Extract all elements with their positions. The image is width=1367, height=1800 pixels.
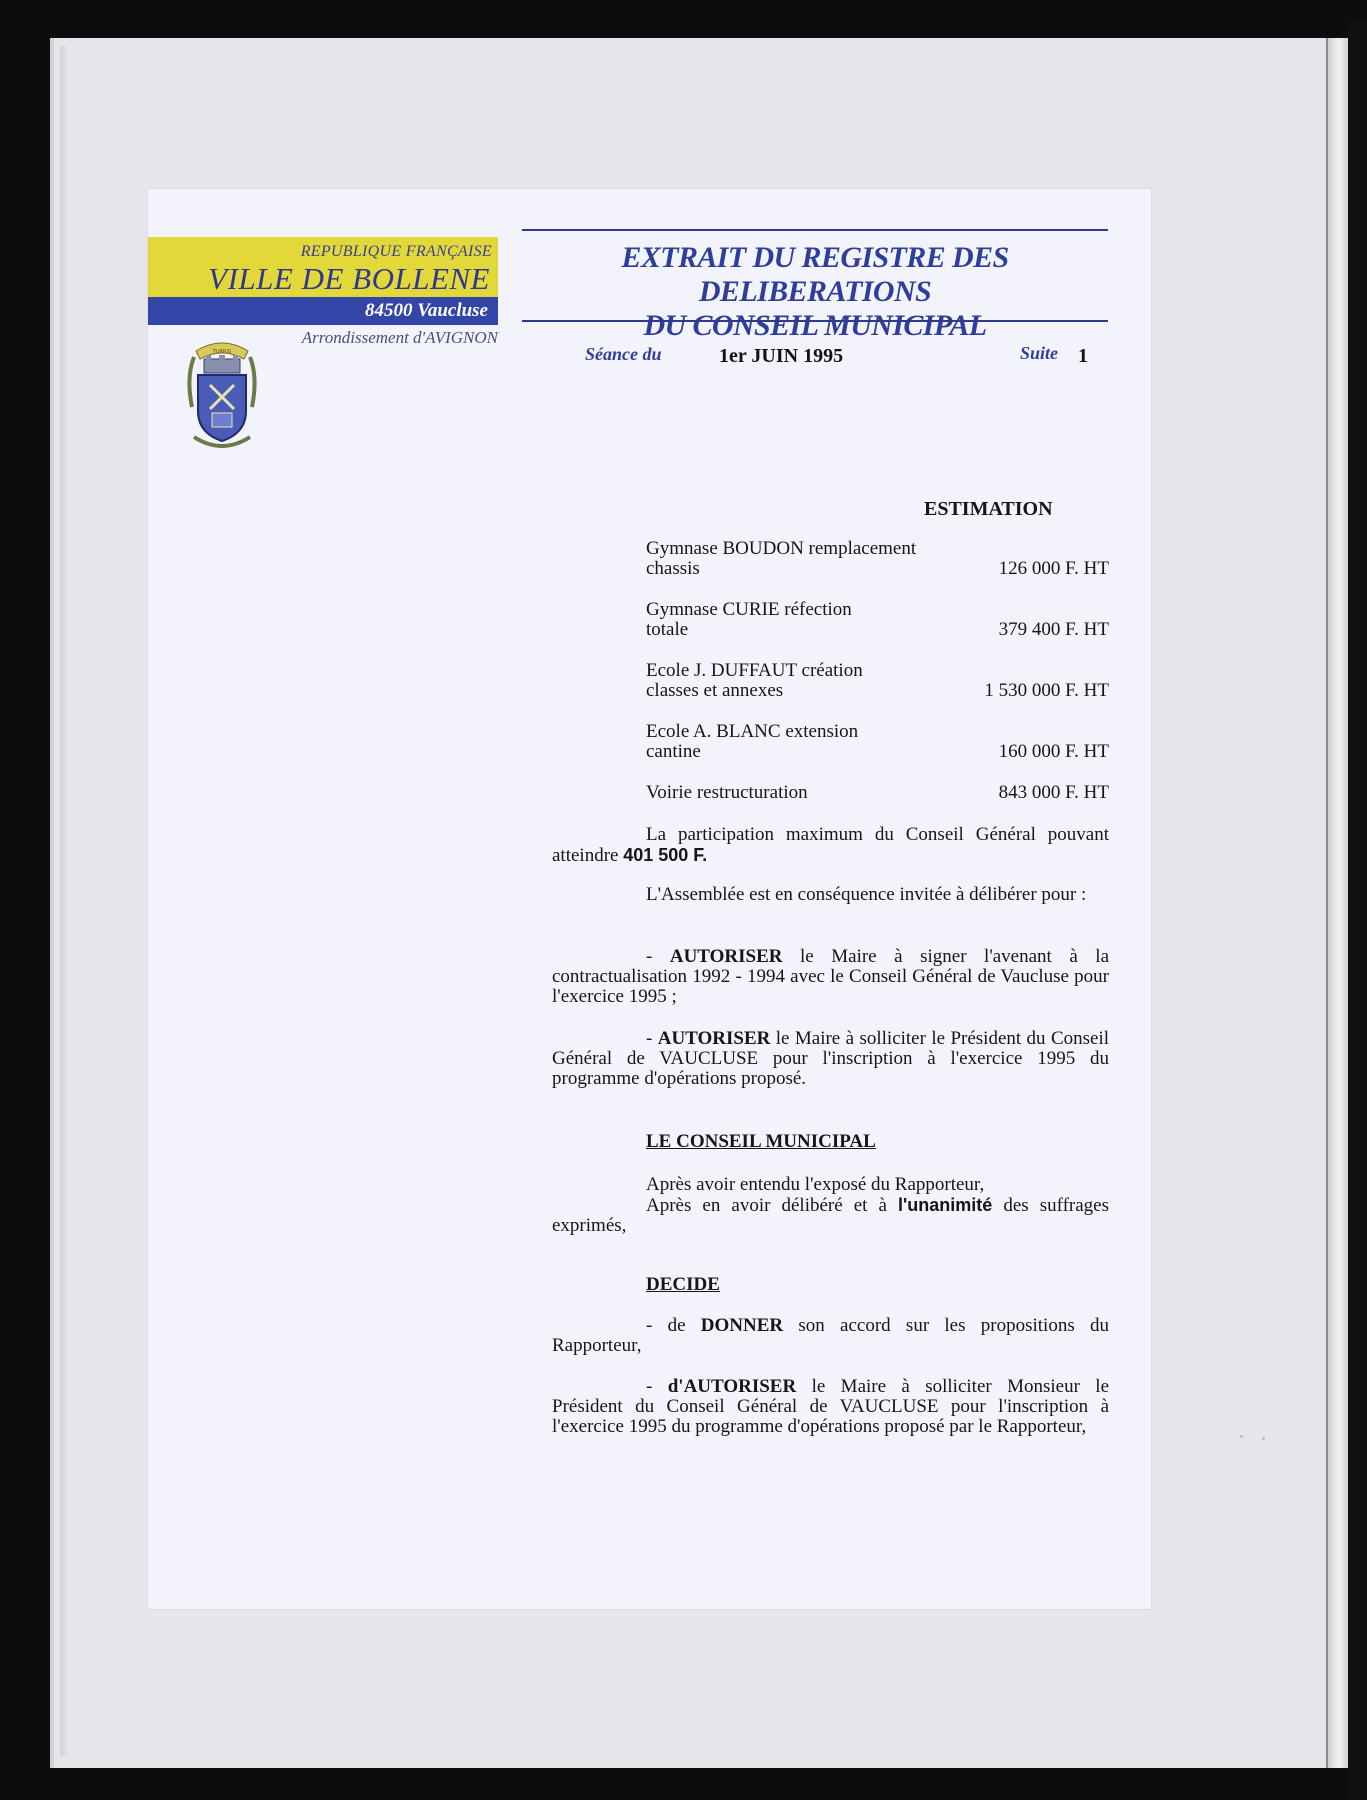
ville-name: VILLE DE BOLLENE: [208, 261, 490, 296]
estimation-list: [646, 539, 1109, 824]
item-name-line: Ecole A. BLANC extension: [646, 721, 859, 742]
donner-paragraph: [552, 1316, 1109, 1356]
suite-number: 1: [1078, 345, 1088, 367]
estimation-item-amount: 843 000 F. HT: [998, 782, 1109, 803]
estimation-heading: ESTIMATION: [924, 498, 1053, 520]
facing-page-edge: [1326, 38, 1350, 1768]
item-name-line: Ecole J. DUFFAUT création: [646, 660, 863, 681]
autoriser-text: le Maire à signer l'avenant à la contractualisation 1992 - 1994 avec le Conseil Général de Vaucluse pour l'exercice 1995 ;: [552, 946, 1110, 1007]
item-name-line: classes et annexes: [646, 680, 784, 701]
estimation-item-amount: 1 530 000 F. HT: [984, 680, 1109, 701]
estimation-item: [646, 539, 1109, 579]
assemblee-paragraph: L'Assemblée est en conséquence invitée à délibérer pour :: [646, 884, 1087, 905]
suite-label: Suite: [1020, 343, 1059, 363]
estimation-item-name: [646, 539, 946, 579]
participation-text: La participation maximum du Conseil Général pouvant atteindre: [552, 824, 1109, 866]
item-name-line: Gymnase BOUDON remplacement: [646, 538, 917, 559]
decide-heading-wrap: [552, 1275, 1109, 1295]
scan-border: [1348, 20, 1367, 1800]
seance-date: 1er JUIN 1995: [719, 345, 844, 367]
apres-paragraph-2: [552, 1195, 1109, 1236]
speck: [1240, 1435, 1243, 1438]
autoriser-paragraph-2: [552, 1029, 1109, 1089]
unanimite-keyword: l'unanimité: [897, 1195, 993, 1215]
autoriser-keyword: AUTORISER: [669, 946, 783, 967]
apres-line-1: [552, 1175, 1109, 1195]
estimation-item-name: [646, 783, 946, 803]
dash: -: [646, 1028, 658, 1049]
estimation-item: [646, 600, 1109, 640]
estimation-item-amount: 379 400 F. HT: [998, 619, 1109, 640]
autoriser-text: le Maire à solliciter le Président du Conseil Général de VAUCLUSE pour l'inscription à l'exercice 1995 du programme d'opérations proposé.: [552, 1028, 1110, 1089]
estimation-item-amount: 126 000 F. HT: [998, 558, 1109, 579]
estimation-item: [646, 783, 1109, 803]
document-title: [522, 241, 1108, 343]
conseil-heading: LE CONSEIL MUNICIPAL: [646, 1131, 876, 1152]
participation-amount: 401 500 F.: [623, 845, 708, 865]
dash: -: [646, 1376, 668, 1397]
item-name-line: chassis: [646, 558, 700, 579]
participation-paragraph: [552, 825, 1109, 866]
estimation-item-name: [646, 600, 946, 640]
departement-label: 84500 Vaucluse: [365, 300, 488, 321]
republique-label: REPUBLIQUE FRANÇAISE: [300, 243, 492, 260]
dautoriser-keyword: d'AUTORISER: [667, 1376, 797, 1397]
binder-edge: [60, 46, 70, 1756]
title-rule-top: [522, 229, 1108, 231]
donner-text: son accord sur les propositions du Rapporteur,: [552, 1315, 1109, 1356]
dautoriser-text: le Maire à solliciter Monsieur le Président du Conseil Général de VAUCLUSE pour l'inscription à l'exercice 1995 du programme d'opérations proposé par le Rapporteur,: [552, 1376, 1109, 1437]
letterhead-blue-band: [148, 297, 498, 325]
document-sheet: [147, 188, 1152, 1610]
arrondissement-label: Arrondissement d'AVIGNON: [301, 328, 498, 347]
svg-text:TURRIS: TURRIS: [212, 349, 232, 355]
autoriser-keyword: AUTORISER: [657, 1028, 771, 1049]
estimation-item-name: [646, 661, 946, 701]
seance-label: Séance du: [585, 344, 662, 364]
item-name-line: Gymnase CURIE réfection: [646, 599, 852, 620]
title-line-1: EXTRAIT DU REGISTRE DES DELIBERATIONS: [621, 241, 1009, 308]
estimation-item-amount: 160 000 F. HT: [998, 741, 1109, 762]
coat-of-arms-icon: [182, 337, 262, 457]
title-line-2: DU CONSEIL MUNICIPAL: [643, 309, 987, 342]
estimation-item-name: [646, 722, 946, 762]
apres-text: des suffrages exprimés,: [552, 1195, 1109, 1236]
title-rule-bottom: [522, 320, 1108, 322]
item-name-line: totale: [646, 619, 689, 640]
apres-text: Après avoir entendu l'exposé du Rapporteur,: [646, 1174, 985, 1195]
decide-heading: DECIDE: [646, 1274, 720, 1295]
dautoriser-paragraph: [552, 1377, 1109, 1437]
donner-keyword: DONNER: [700, 1315, 784, 1336]
dash: -: [646, 946, 670, 967]
item-name-line: cantine: [646, 741, 701, 762]
autoriser-paragraph-1: [552, 947, 1109, 1007]
item-name-line: Voirie restructuration: [646, 782, 808, 803]
estimation-item: [646, 661, 1109, 701]
letterhead-yellow-band: [148, 237, 498, 301]
estimation-item: [646, 722, 1109, 762]
speck: [1262, 1437, 1265, 1440]
apres-text: Après en avoir délibéré et à: [646, 1195, 898, 1216]
conseil-heading-wrap: [552, 1132, 1109, 1152]
dash: - de: [646, 1315, 701, 1336]
